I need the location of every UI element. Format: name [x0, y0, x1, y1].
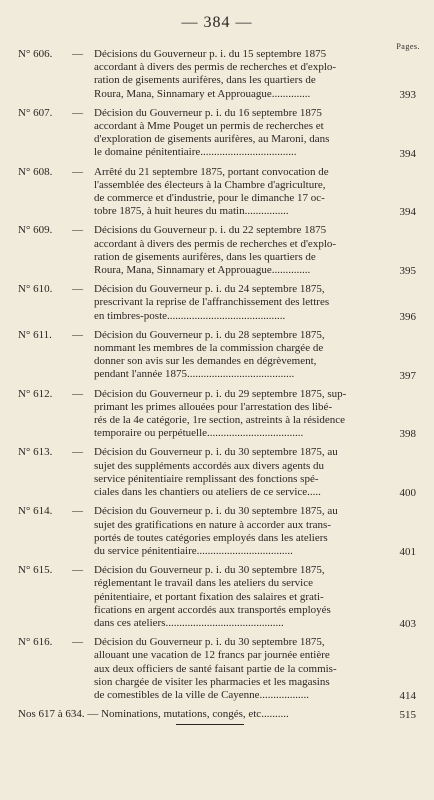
toc-entry-page: 397: [399, 369, 416, 382]
toc-entry-final-text: Nos 617 à 634. — Nominations, mutations, congés, etc..........: [18, 708, 289, 721]
toc-entry-line: Arrêté du 21 septembre 1875, portant convocation de: [94, 165, 329, 178]
toc-entry-dash: —: [72, 165, 83, 178]
toc-entry-dash: —: [72, 106, 83, 119]
toc-entry-page: 395: [399, 265, 416, 278]
toc-entry-line: pendant l'année 1875.......................................: [94, 368, 295, 381]
toc-entry-line: accordant à Mme Pouget un permis de recherches et: [94, 120, 324, 133]
toc-entry-line: service pénitentiaire remplissant des fonctions spé-: [94, 472, 319, 485]
toc-entry-dash: —: [72, 564, 83, 577]
toc-entry-page: 393: [399, 88, 416, 101]
toc-entry: [0, 48, 434, 101]
toc-entry-page: 414: [399, 690, 416, 703]
toc-entry-number: N° 607.: [18, 106, 53, 119]
toc-entry-line: primant les primes allouées pour l'arrestation des libé-: [94, 400, 333, 413]
toc-entry-number: N° 609.: [18, 224, 53, 237]
toc-entry-page: 396: [399, 310, 416, 323]
toc-entry-number: N° 615.: [18, 564, 53, 577]
toc-entry-text: [94, 564, 396, 630]
toc-entry-final: [0, 708, 434, 721]
pages-column-label: Pages.: [396, 42, 420, 51]
toc-entry-text: [94, 636, 396, 702]
toc-entry-text: [94, 224, 396, 277]
toc-entry-line: sujet des suppléments accordés aux divers agents du: [94, 459, 325, 472]
toc-entry-line: nommant les membres de la commission chargée de: [94, 342, 324, 355]
toc-entry-line: sujet des gratifications en nature à accorder aux trans-: [94, 518, 332, 531]
toc-entry-page: 403: [399, 618, 416, 631]
toc-entry: [0, 107, 434, 160]
toc-entry-dash: —: [72, 505, 83, 518]
toc-entry-final-page: 515: [399, 709, 416, 722]
toc-entry-dash: —: [72, 636, 83, 649]
toc-entry-number: N° 611.: [18, 328, 52, 341]
toc-entry-line: Décision du Gouverneur p. i. du 30 septembre 1875, au: [94, 446, 338, 459]
toc-entry-line: ration de gisements aurifères, dans les quartiers de: [94, 250, 316, 263]
toc-entry: [0, 636, 434, 702]
toc-entry-line: Roura, Mana, Sinnamary et Approuague..............: [94, 264, 311, 277]
toc-entry-dash: —: [72, 387, 83, 400]
toc-entry-page: 398: [399, 428, 416, 441]
toc-entry-line: Décision du Gouverneur p. i. du 30 septembre 1875, au: [94, 505, 338, 518]
toc-entry-number: N° 613.: [18, 446, 53, 459]
toc-entry: [0, 505, 434, 558]
toc-entry-dash: —: [72, 283, 83, 296]
toc-entry: [0, 283, 434, 323]
toc-entry-line: le domaine pénitentiaire...................................: [94, 146, 297, 159]
toc-entry-line: Roura, Mana, Sinnamary et Approuague..............: [94, 87, 311, 100]
toc-entry-text: [94, 166, 396, 219]
toc-entry: [0, 224, 434, 277]
toc-entry-line: Décision du Gouverneur p. i. du 30 septembre 1875,: [94, 564, 325, 577]
toc-entry-text: [94, 388, 396, 441]
toc-entry-line: du service pénitentiaire...................................: [94, 544, 293, 557]
toc-entry-text: [94, 283, 396, 323]
toc-entry-page: 401: [399, 546, 416, 559]
toc-entry-number: N° 616.: [18, 636, 53, 649]
toc-entry-line: ration de gisements aurifères, dans les quartiers de: [94, 74, 316, 87]
toc-entry-line: d'exploration de gisements aurifères, au Maroni, dans: [94, 133, 330, 146]
toc-entry-dash: —: [72, 224, 83, 237]
toc-entry-line: portés de toutes catégories employés dans les ateliers: [94, 531, 328, 544]
toc-entry-line: Décision du Gouverneur p. i. du 24 septembre 1875,: [94, 283, 325, 296]
toc-entry: [0, 446, 434, 499]
toc-entry-number: N° 610.: [18, 283, 53, 296]
closing-rule: [176, 724, 244, 725]
toc-entry-line: ciales dans les chantiers ou ateliers de ce service.....: [94, 486, 321, 499]
toc-entry-line: de commerce et d'industrie, pour le dimanche 17 oc-: [94, 192, 325, 205]
page-number: — 384 —: [181, 14, 253, 31]
toc-entry-text: [94, 48, 396, 101]
toc-entry-line: accordant à divers des permis de recherches et d'explo-: [94, 61, 337, 74]
toc-entry-dash: —: [72, 328, 83, 341]
toc-entry-line: Décision du Gouverneur p. i. du 28 septembre 1875,: [94, 328, 325, 341]
toc-entry-line: l'assemblée des électeurs à la Chambre d'agriculture,: [94, 178, 326, 191]
toc-entry-text: [94, 446, 396, 499]
toc-entry-number: N° 608.: [18, 165, 53, 178]
toc-entry-page: 394: [399, 206, 416, 219]
toc-entry-page: 400: [399, 487, 416, 500]
toc-entry: [0, 166, 434, 219]
toc-entry-text: [94, 107, 396, 160]
toc-entry-line: prescrivant la reprise de l'affranchissement des lettres: [94, 296, 330, 309]
toc-entry-line: allouant une vacation de 12 francs par journée entière: [94, 649, 330, 662]
toc-entry-line: donner son avis sur les demandes en dégrèvement,: [94, 355, 317, 368]
toc-entry-number: N° 614.: [18, 505, 53, 518]
toc-entry-text: [94, 329, 396, 382]
toc-entry-line: tobre 1875, à huit heures du matin................: [94, 205, 289, 218]
toc-entry-line: sion chargée de visiter les pharmacies et les magasins: [94, 675, 330, 688]
toc-entry-line: Décision du Gouverneur p. i. du 16 septembre 1875: [94, 106, 322, 119]
toc-entry: [0, 564, 434, 630]
toc-entry: [0, 329, 434, 382]
toc-entry-line: aux deux officiers de santé faisant partie de la commis-: [94, 662, 337, 675]
toc-entry-line: Décision du Gouverneur p. i. du 30 septembre 1875,: [94, 636, 325, 649]
toc-entry-line: pénitentiaire, et portant fixation des salaires et grati-: [94, 590, 324, 603]
toc-entry-dash: —: [72, 446, 83, 459]
toc-entry-line: fications en argent accordés aux transportés employés: [94, 603, 331, 616]
toc-entry-dash: —: [72, 48, 83, 60]
toc-entry-line: dans ces ateliers...........................................: [94, 616, 284, 629]
toc-entry-line: Décisions du Gouverneur p. i. du 22 septembre 1875: [94, 224, 327, 237]
toc-entry-line: de comestibles de la ville de Cayenne..................: [94, 688, 310, 701]
toc-entry-line: réglementant le travail dans les ateliers du service: [94, 577, 313, 590]
toc-entry-number: N° 606.: [18, 48, 53, 60]
toc-entry: [0, 388, 434, 441]
toc-entry-text: [94, 505, 396, 558]
toc-entry-number: N° 612.: [18, 387, 53, 400]
toc-entry-line: temporaire ou perpétuelle...................................: [94, 427, 304, 440]
toc-entry-line: accordant à divers des permis de recherches et d'explo-: [94, 237, 337, 250]
toc-entry-line: Décision du Gouverneur p. i. du 29 septembre 1875, sup-: [94, 387, 347, 400]
toc-entry-line: en timbres-poste...........................................: [94, 309, 286, 322]
toc-entry-page: 394: [399, 147, 416, 160]
toc-entry-line: rés de la 4e catégorie, 1re section, astreints à la résidence: [94, 414, 346, 427]
toc-entry-line: Décisions du Gouverneur p. i. du 15 septembre 1875: [94, 48, 327, 60]
table-of-contents: [0, 48, 434, 727]
